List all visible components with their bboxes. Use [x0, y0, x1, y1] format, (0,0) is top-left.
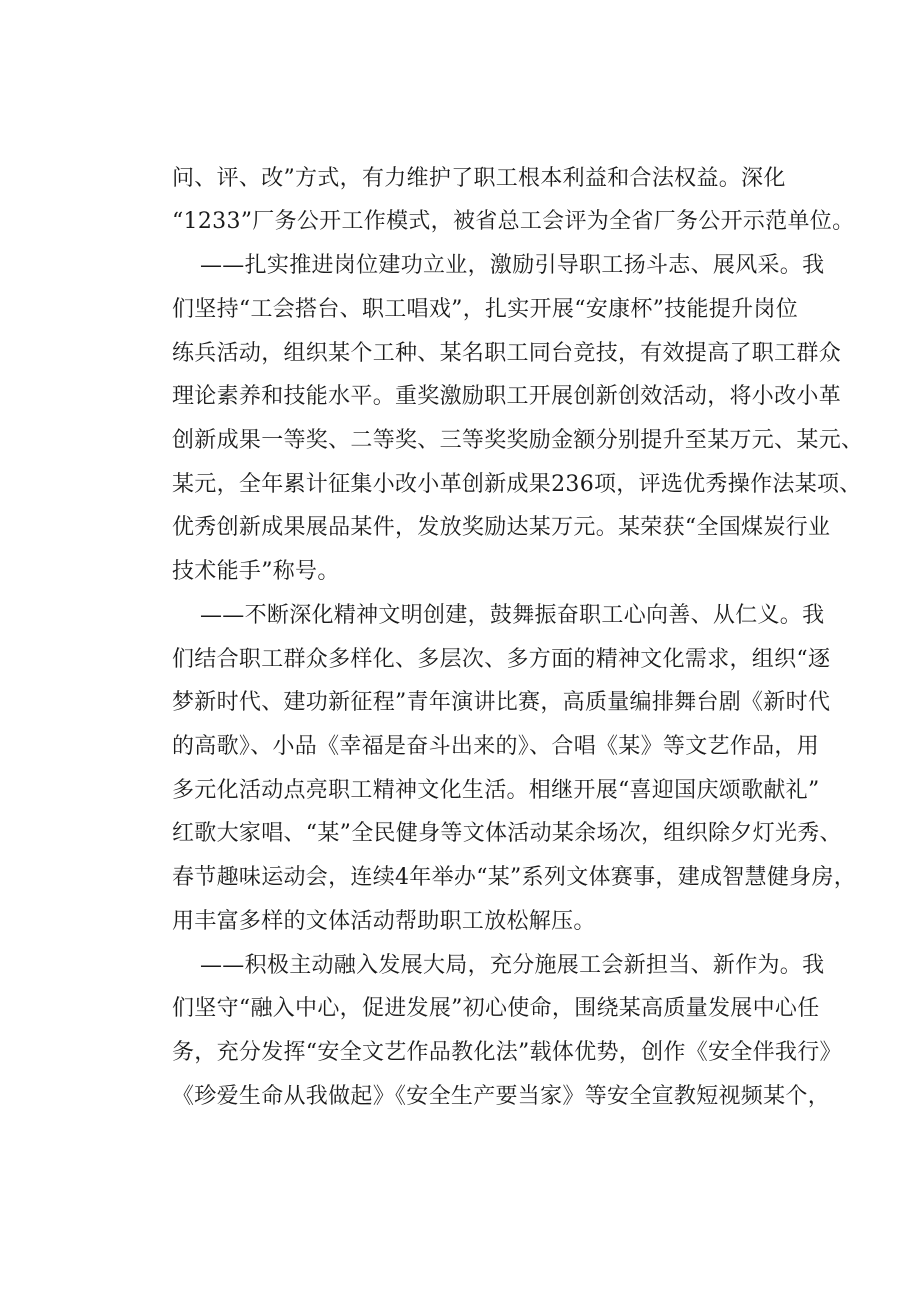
text-line-14: 的高歌》、小品《幸福是奋斗出来的》、合唱《某》等文艺作品，用 [172, 734, 820, 759]
text-line-16: 红歌大家唱、“某”全民健身等文体活动某余场次，组织除夕灯光秀、 [172, 821, 842, 846]
text-line-22: 《珍爱生命从我做起》《安全生产要当家》等安全宣教短视频某个， [172, 1084, 831, 1109]
text-line-4: 们坚持“工会搭台、职工唱戏”，扎实开展“安康杯”技能提升岗位 [172, 297, 798, 322]
paragraph-heading-job-merit: ——扎实推进岗位建功立业，激励引导职工扬斗志、展风采。我 [200, 253, 825, 278]
text-line-20: 们坚守“融入中心，促进发展”初心使命，围绕某高质量发展中心任 [172, 996, 820, 1021]
text-line-18: 用丰富多样的文体活动帮助职工放松解压。 [172, 909, 596, 934]
text-line-15: 多元化活动点亮职工精神文化生活。相继开展“喜迎国庆颂歌献礼” [172, 778, 820, 803]
text-line-12: 们结合职工群众多样化、多层次、多方面的精神文化需求，组织“逐 [172, 647, 831, 672]
text-line-13: 梦新时代、建功新征程”青年演讲比赛，高质量编排舞台剧《新时代 [172, 690, 831, 715]
text-line-5: 练兵活动，组织某个工种、某名职工同台竞技，有效提高了职工群众 [172, 341, 842, 366]
text-line-8: 某元，全年累计征集小改小革创新成果236项，评选优秀操作法某项、 [172, 472, 862, 497]
text-line-21: 务，充分发挥“安全文艺作品教化法”载体优势，创作《安全伴我行》 [172, 1040, 842, 1065]
text-line-17: 春节趣味运动会，连续4年举办“某”系列文体赛事，建成智慧健身房， [172, 865, 857, 890]
text-line-10: 技术能手”称号。 [172, 559, 340, 584]
text-line-7: 创新成果一等奖、二等奖、三等奖奖励金额分别提升至某万元、某元、 [172, 428, 864, 453]
paragraph-heading-development: ——积极主动融入发展大局，充分施展工会新担当、新作为。我 [200, 953, 825, 978]
paragraph-heading-spiritual-civilization: ——不断深化精神文明创建，鼓舞振奋职工心向善、从仁义。我 [200, 603, 825, 628]
text-line-1: 问、评、改”方式，有力维护了职工根本利益和合法权益。深化 [172, 166, 786, 191]
text-line-6: 理论素养和技能水平。重奖激励职工开展创新创效活动，将小改小革 [172, 384, 842, 409]
text-line-2: “1233”厂务公开工作模式，被省总工会评为全省厂务公开示范单位。 [172, 209, 855, 234]
text-line-9: 优秀创新成果展品某件，发放奖励达某万元。某荣获“全国煤炭行业 [172, 515, 831, 540]
